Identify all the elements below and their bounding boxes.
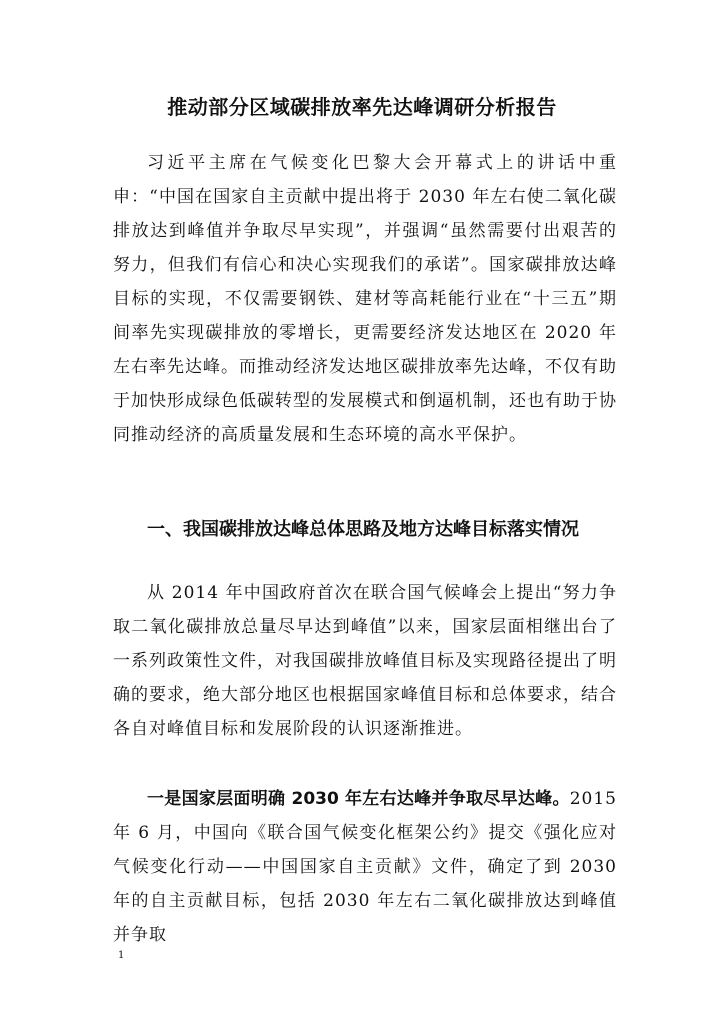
document-title: 推动部分区域碳排放率先达峰调研分析报告 <box>167 95 557 119</box>
intro-paragraph: 习近平主席在气候变化巴黎大会开幕式上的讲话中重申：“中国在国家自主贡献中提出将于 2030 年左右使二氧化碳排放达到峰值并争取尽早实现”，并强调“虽然需要付出艰苦的努力，但我们有信心和决心实现我们的承诺”。国家碳排放达峰目标的实现，不仅需要钢铁、建材等高耗能行业在“十三五”期间率先实现碳排放的零增长，更需要经济发达地区在 2020 年左右率先达峰。而推动经济发达地区碳排放率先达峰，不仅有助于加快形成绿色低碳转型的发展模式和倒逼机制，还也有助于协同推动经济的高质量发展和生态环境的高水平保护。 <box>113 153 617 445</box>
point-one-paragraph <box>113 782 617 952</box>
page-number: 1 <box>118 950 125 961</box>
point-one-lead: 一是国家层面明确 2030 年左右达峰并争取尽早达峰。 <box>147 789 570 809</box>
section-heading: 一、我国碳排放达峰总体思路及地方达峰目标落实情况 <box>147 519 579 540</box>
section-paragraph: 从 2014 年中国政府首次在联合国气候峰会上提出“努力争取二氧化碳排放总量尽早达到峰值”以来，国家层面相继出台了一系列政策性文件，对我国碳排放峰值目标及实现路径提出了明确的要求，绝大部分地区也根据国家峰值目标和总体要求，结合各自对峰值目标和发展阶段的认识逐渐推进。 <box>113 583 617 739</box>
point-one-text: 2015 年 6 月，中国向《联合国气候变化框架公约》提交《强化应对气候变化行动——中国国家自主贡献》文件，确定了到 2030 年的自主贡献目标，包括 2030 年左右二氧化碳排放达到峰值并争取 <box>113 789 617 945</box>
